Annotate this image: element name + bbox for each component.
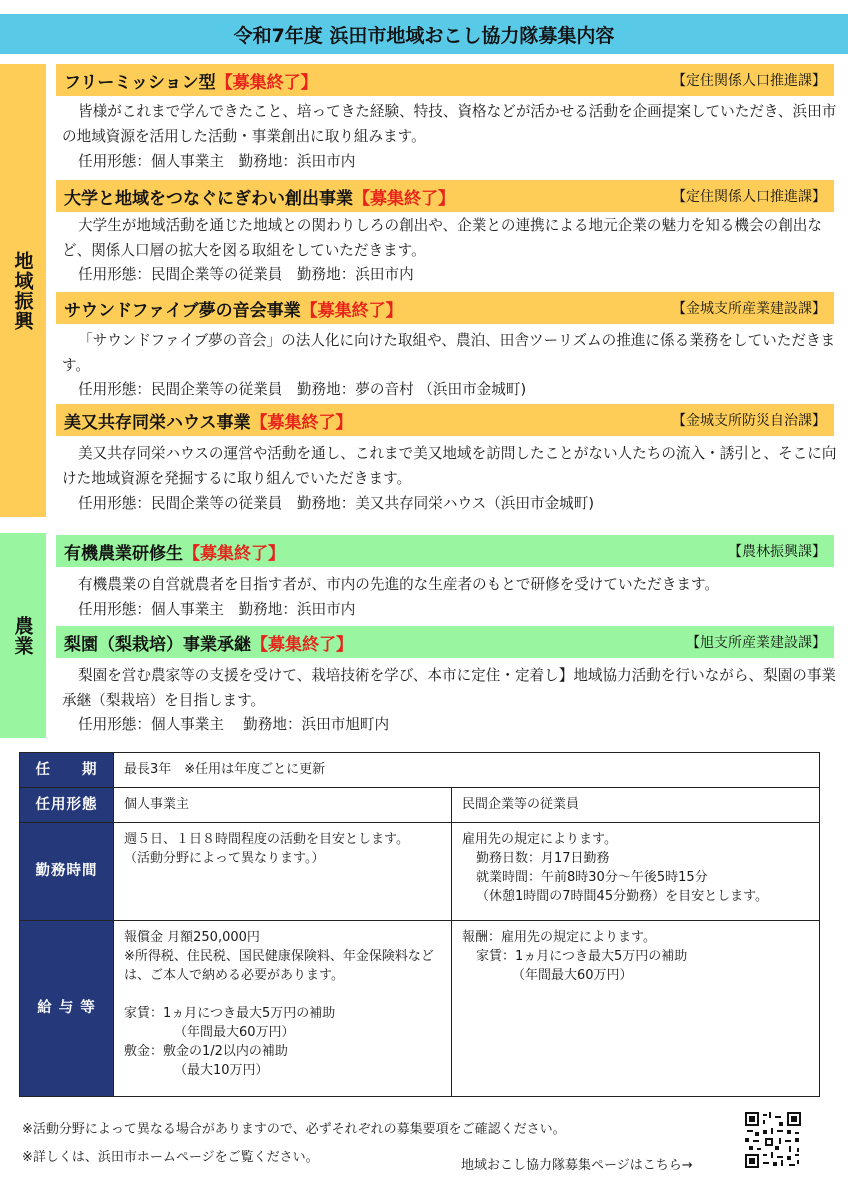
status-badge: 【募集終了】 xyxy=(215,72,318,93)
project-conditions: 任用形態：民間企業等の従業員 勤務地：美又共存同栄ハウス（浜田市金城町) xyxy=(78,495,595,512)
status-badge: 【募集終了】 xyxy=(300,300,403,321)
project-conditions: 任用形態：個人事業主 勤務地：浜田市旭町内 xyxy=(78,716,390,733)
table-cell: 個人事業主 xyxy=(114,788,452,823)
cell-line: （活動分野によって異なります。） xyxy=(124,851,325,866)
cell-line: 家賃：1ヵ月につき最大5万円の補助 xyxy=(124,1006,336,1021)
footnote: ※活動分野によって異なる場合がありますので、必ずそれぞれの募集要項をご確認ください。 xyxy=(22,1122,566,1137)
project-conditions: 任用形態：個人事業主 勤務地：浜田市内 xyxy=(78,601,356,618)
cell-line: 就業時間：午前8時30分～午後5時15分 xyxy=(476,870,708,885)
project-dept: 【金城支所防災自治課】 xyxy=(672,413,826,429)
table-row xyxy=(20,788,820,823)
qr-caption[interactable]: 地域おこし協力隊募集ページはこちら→ xyxy=(461,1158,693,1173)
project-conditions: 任用形態：個人事業主 勤務地：浜田市内 xyxy=(78,153,356,170)
row-header: 任用形態 xyxy=(20,788,114,823)
project-title: 梨園（梨栽培）事業承継【募集終了】 xyxy=(64,634,353,655)
cell-line: （年間最大60万円） xyxy=(174,1025,295,1040)
project-dept: 【定住関係人口推進課】 xyxy=(672,73,826,89)
cell-line: 週５日、１日８時間程度の活動を目安とします。 xyxy=(124,832,409,847)
category-chiiki-shinko xyxy=(0,64,46,517)
status-badge: 【募集終了】 xyxy=(353,188,455,209)
project-dept: 【農林振興課】 xyxy=(728,544,826,560)
project-conditions: 任用形態：民間企業等の従業員 勤務地：夢の音村 （浜田市金城町) xyxy=(78,381,527,398)
cell-line: ※所得税、住民税、国民健康保険料、年金保険料などは、ご本人で納める必要があります。 xyxy=(124,949,434,983)
project-dept: 【金城支所産業建設課】 xyxy=(672,301,826,317)
footnote: ※詳しくは、浜田市ホームページをご覧ください。 xyxy=(22,1150,319,1165)
project-header xyxy=(56,404,834,436)
project-title: 美又共存同栄ハウス事業【募集終了】 xyxy=(64,412,353,433)
table-cell xyxy=(452,823,820,921)
qr-code-icon[interactable] xyxy=(745,1112,801,1168)
project-header xyxy=(56,626,834,658)
table-row xyxy=(20,921,820,1097)
table-row xyxy=(20,823,820,921)
table-cell: 最長3年 ※任用は年度ごとに更新 xyxy=(114,753,820,788)
project-conditions: 任用形態：民間企業等の従業員 勤務地：浜田市内 xyxy=(78,266,414,283)
row-header: 任 期 xyxy=(20,753,114,788)
status-badge: 【募集終了】 xyxy=(251,634,353,655)
cell-line: 家賃：1ヵ月につき最大5万円の補助 xyxy=(476,949,688,964)
cell-line: 雇用先の規定によります。 xyxy=(462,832,617,847)
project-dept: 【定住関係人口推進課】 xyxy=(672,189,826,205)
project-title: フリーミッション型【募集終了】 xyxy=(64,72,318,93)
category-label: 農業 xyxy=(11,615,34,656)
project-description: 大学生が地域活動を通じた地域との関わりしろの創出や、企業との連携による地元企業の魅力を知る機会の創出など、関係人口層の拡大を図る取組をしていただきます。 xyxy=(62,217,822,259)
cell-line: （年間最大60万円） xyxy=(512,968,633,983)
cell-line: 報酬：雇用先の規定によります。 xyxy=(462,930,656,945)
cell-line: 勤務日数：月17日勤務 xyxy=(476,851,610,866)
project-header xyxy=(56,180,834,212)
table-cell xyxy=(114,823,452,921)
project-header xyxy=(56,535,834,567)
table-row xyxy=(20,753,820,788)
page-title: 令和7年度 浜田市地域おこし協力隊募集内容 xyxy=(0,14,848,54)
project-description: 美又共存同栄ハウスの運営や活動を通し、これまで美又地域を訪問したことがない人たちの流入・誘引と、そこに向けた地域資源を発掘するに取り組んでいただきます。 xyxy=(62,445,837,487)
table-cell: 民間企業等の従業員 xyxy=(452,788,820,823)
cell-line: 敷金：敷金の1/2以内の補助 xyxy=(124,1044,288,1059)
project-title: 有機農業研修生【募集終了】 xyxy=(64,543,285,564)
row-header: 給 与 等 xyxy=(20,921,114,1097)
row-header: 勤務時間 xyxy=(20,823,114,921)
cell-line: （休憩1時間の7時間45分勤務）を目安とします。 xyxy=(476,889,769,904)
category-nogyo xyxy=(0,533,46,738)
project-description: 「サウンドファイブ夢の音会」の法人化に向けた取組や、農泊、田舎ツーリズムの推進に係る業務をしていただきます。 xyxy=(62,332,836,374)
cell-line: 報償金 月額250,000円 xyxy=(124,930,260,945)
cell-line: （最大10万円） xyxy=(174,1063,269,1078)
category-label: 地域振興 xyxy=(11,250,34,331)
table-cell xyxy=(114,921,452,1097)
status-badge: 【募集終了】 xyxy=(250,412,353,433)
project-dept: 【旭支所産業建設課】 xyxy=(686,635,826,651)
status-badge: 【募集終了】 xyxy=(183,543,285,564)
project-description: 皆様がこれまで学んできたこと、培ってきた経験、特技、資格などが活かせる活動を企画提案していただき、浜田市の地域資源を活用した活動・事業創出に取り組みます。 xyxy=(62,103,837,145)
project-header xyxy=(56,292,834,324)
table-cell xyxy=(452,921,820,1097)
project-header xyxy=(56,64,834,96)
project-description: 有機農業の自営就農者を目指す者が、市内の先進的な生産者のもとで研修を受けていただきます。 xyxy=(78,576,719,593)
project-title: サウンドファイブ夢の音会事業【募集終了】 xyxy=(64,300,403,321)
project-description: 梨園を営む農家等の支援を受けて、栽培技術を学び、本市に定住・定着し】地域協力活動を行いながら、梨園の事業承継（梨栽培）を目指します。 xyxy=(62,667,837,709)
terms-table xyxy=(19,752,820,1097)
project-title: 大学と地域をつなぐにぎわい創出事業【募集終了】 xyxy=(64,188,455,209)
